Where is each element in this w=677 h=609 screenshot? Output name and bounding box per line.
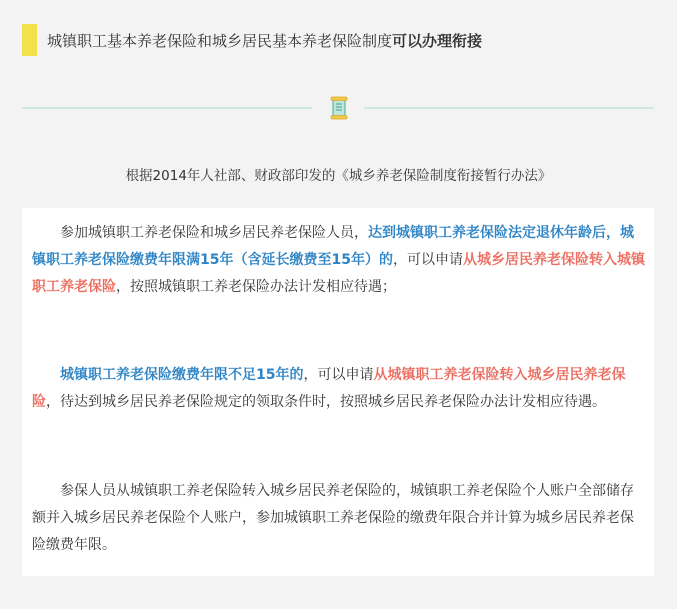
paragraph-transfer-to-resident bbox=[32, 362, 646, 416]
p2-text-1: ，可以申请 bbox=[303, 367, 374, 383]
p1-text-3: ，按照城镇职工养老保险办法计发相应待遇； bbox=[116, 279, 396, 295]
paragraph-transfer-to-employee bbox=[32, 220, 646, 301]
p1-text-2: ，可以申请 bbox=[392, 252, 463, 268]
section-title-emphasis: 可以办理衔接 bbox=[392, 31, 483, 50]
p2-highlight-red: 从城镇职工养老保险转入城乡居民养老保险 bbox=[32, 367, 626, 410]
divider-line-left bbox=[22, 107, 312, 109]
p2-highlight-blue: 城镇职工养老保险缴费年限不足15年的 bbox=[60, 367, 304, 383]
accent-bar bbox=[22, 24, 37, 56]
p1-highlight-red: 从城乡居民养老保险转入城镇职工养老保险 bbox=[32, 252, 645, 295]
p1-highlight-blue: 达到城镇职工养老保险法定退休年龄后，城镇职工养老保险缴费年限满15年（含延长缴费至15年）的 bbox=[32, 225, 634, 268]
intro-text: 根据2014年人社部、财政部印发的《城乡养老保险制度衔接暂行办法》 bbox=[125, 168, 552, 184]
section-title bbox=[47, 30, 482, 51]
scroll-icon bbox=[330, 96, 348, 120]
content-card bbox=[22, 208, 654, 576]
p1-text-1: 参加城镇职工养老保险和城乡居民养老保险人员， bbox=[60, 225, 368, 241]
section-header bbox=[22, 24, 482, 56]
divider-line-right bbox=[364, 107, 654, 109]
p2-text-2: ，待达到城乡居民养老保险规定的领取条件时，按照城乡居民养老保险办法计发相应待遇。 bbox=[46, 394, 606, 410]
paragraph-account-merge: 参保人员从城镇职工养老保险转入城乡居民养老保险的，城镇职工养老保险个人账户全部储存额并入城乡居民养老保险个人账户，参加城镇职工养老保险的缴费年限合并计算为城乡居民养老保险缴费年限。 bbox=[32, 483, 634, 553]
section-title-prefix: 城镇职工基本养老保险和城乡居民基本养老保险制度 bbox=[47, 31, 393, 50]
